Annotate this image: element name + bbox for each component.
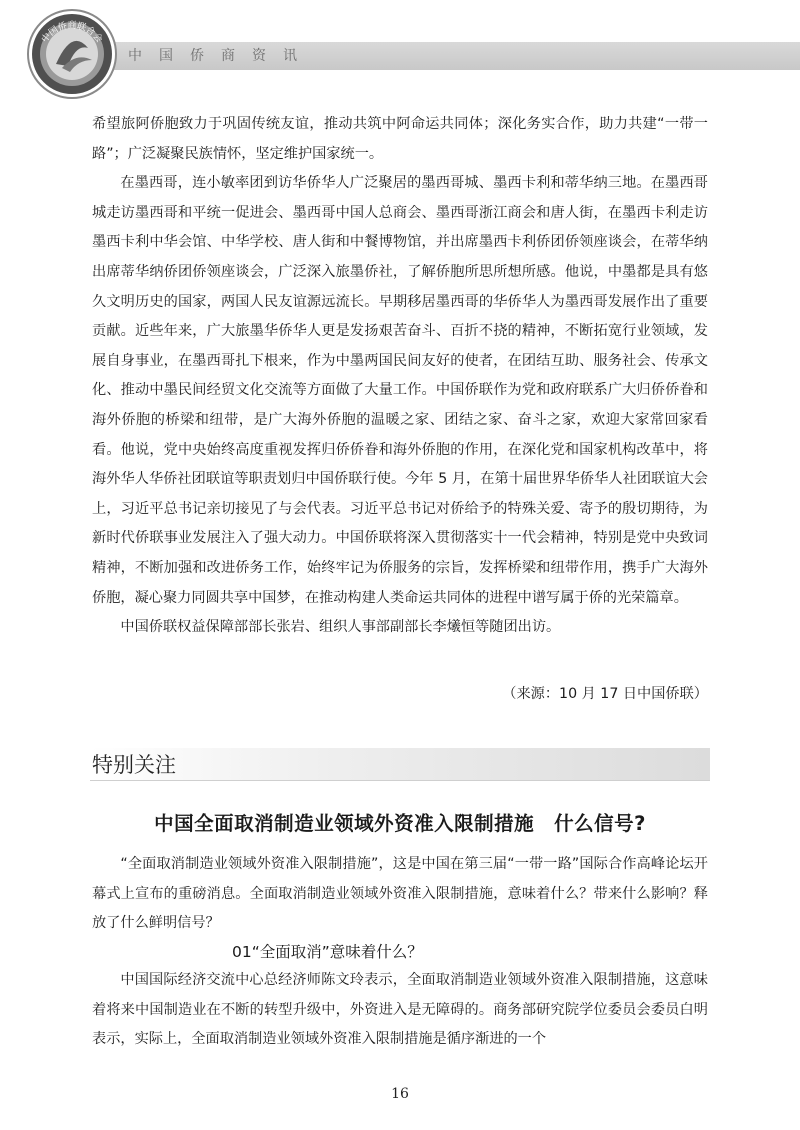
intro-paragraph: “全面取消制造业领域外资准入限制措施”，这是中国在第三届“一带一路”国际合作高峰论坛开幕式上宣布的重磅消息。全面取消制造业领域外资准入限制措施，意味着什么？带来什么影响？释放了什么鲜明信号？ [92, 856, 708, 932]
page-number: 16 [391, 1086, 409, 1102]
continuation-text [92, 110, 708, 643]
paragraph-3: 中国侨联权益保障部部长张岩、组织人事部副部长李爔恒等随团出访。 [120, 619, 561, 636]
article-subheading: 01“全面取消”意味着什么？ [232, 943, 423, 961]
body-paragraph: 中国国际经济交流中心总经济师陈文玲表示，全面取消制造业领域外资准入限制措施，这意味着将来中国制造业在不断的转型升级中，外资进入是无障碍的。商务部研究院学位委员会委员白明表示，实际上，全面取消制造业领域外资准入限制措施是循序渐进的一个 [92, 972, 708, 1048]
association-logo-icon [26, 8, 118, 100]
article-intro [92, 850, 708, 939]
section-title: 特别关注 [92, 753, 176, 777]
header-title: 中国侨商资讯 [128, 48, 314, 64]
article-body [92, 966, 708, 1055]
article-title: 中国全面取消制造业领域外资准入限制措施 什么信号? [154, 812, 646, 835]
paragraph-1: 希望旅阿侨胞致力于巩固传统友谊，推动共筑中阿命运共同体；深化务实合作，助力共建“一带一路”；广泛凝聚民族情怀，坚定维护国家统一。 [92, 116, 708, 162]
source-line: （来源：10 月 17 日中国侨联） [502, 686, 708, 702]
logo-text: 中国侨商联合会 [40, 21, 104, 45]
paragraph-2: 在墨西哥，连小敏率团到访华侨华人广泛聚居的墨西哥城、墨西卡利和蒂华纳三地。在墨西哥城走访墨西哥和平统一促进会、墨西哥中国人总商会、墨西哥浙江商会和唐人街，在墨西卡利走访墨西卡利中华会馆、中华学校、唐人街和中餐博物馆，并出席墨西卡利侨团侨领座谈会，在蒂华纳出席蒂华纳侨团侨领座谈会，广泛深入旅墨侨社，了解侨胞所思所想所感。他说，中墨都是具有悠久文明历史的国家，两国人民友谊源远流长。早期移居墨西哥的华侨华人为墨西哥发展作出了重要贡献。近些年来，广大旅墨华侨华人更是发扬艰苦奋斗、百折不挠的精神，不断拓宽行业领域，发展自身事业，在墨西哥扎下根来，作为中墨两国民间友好的使者，在团结互助、服务社会、传承文化、推动中墨民间经贸文化交流等方面做了大量工作。中国侨联作为党和政府联系广大归侨侨眷和海外侨胞的桥梁和纽带，是广大海外侨胞的温暖之家、团结之家、奋斗之家，欢迎大家常回家看看。他说，党中央始终高度重视发挥归侨侨眷和海外侨胞的作用，在深化党和国家机构改革中，将海外华人华侨社团联谊等职责划归中国侨联行使。今年 5 月，在第十届世界华侨华人社团联谊大会上，习近平总书记亲切接见了与会代表。习近平总书记对侨给予的特殊关爱、寄予的殷切期待，为新时代侨联事业发展注入了强大动力。中国侨联将深入贯彻落实十一代会精神，特别是党中央致词精神，不断加强和改进侨务工作，始终牢记为侨服务的宗旨，发挥桥梁和纽带作用，携手广大海外侨胞，凝心聚力同圆共享中国梦，在推动构建人类命运共同体的进程中谱写属于侨的光荣篇章。 [92, 175, 708, 606]
section-band [90, 748, 710, 781]
